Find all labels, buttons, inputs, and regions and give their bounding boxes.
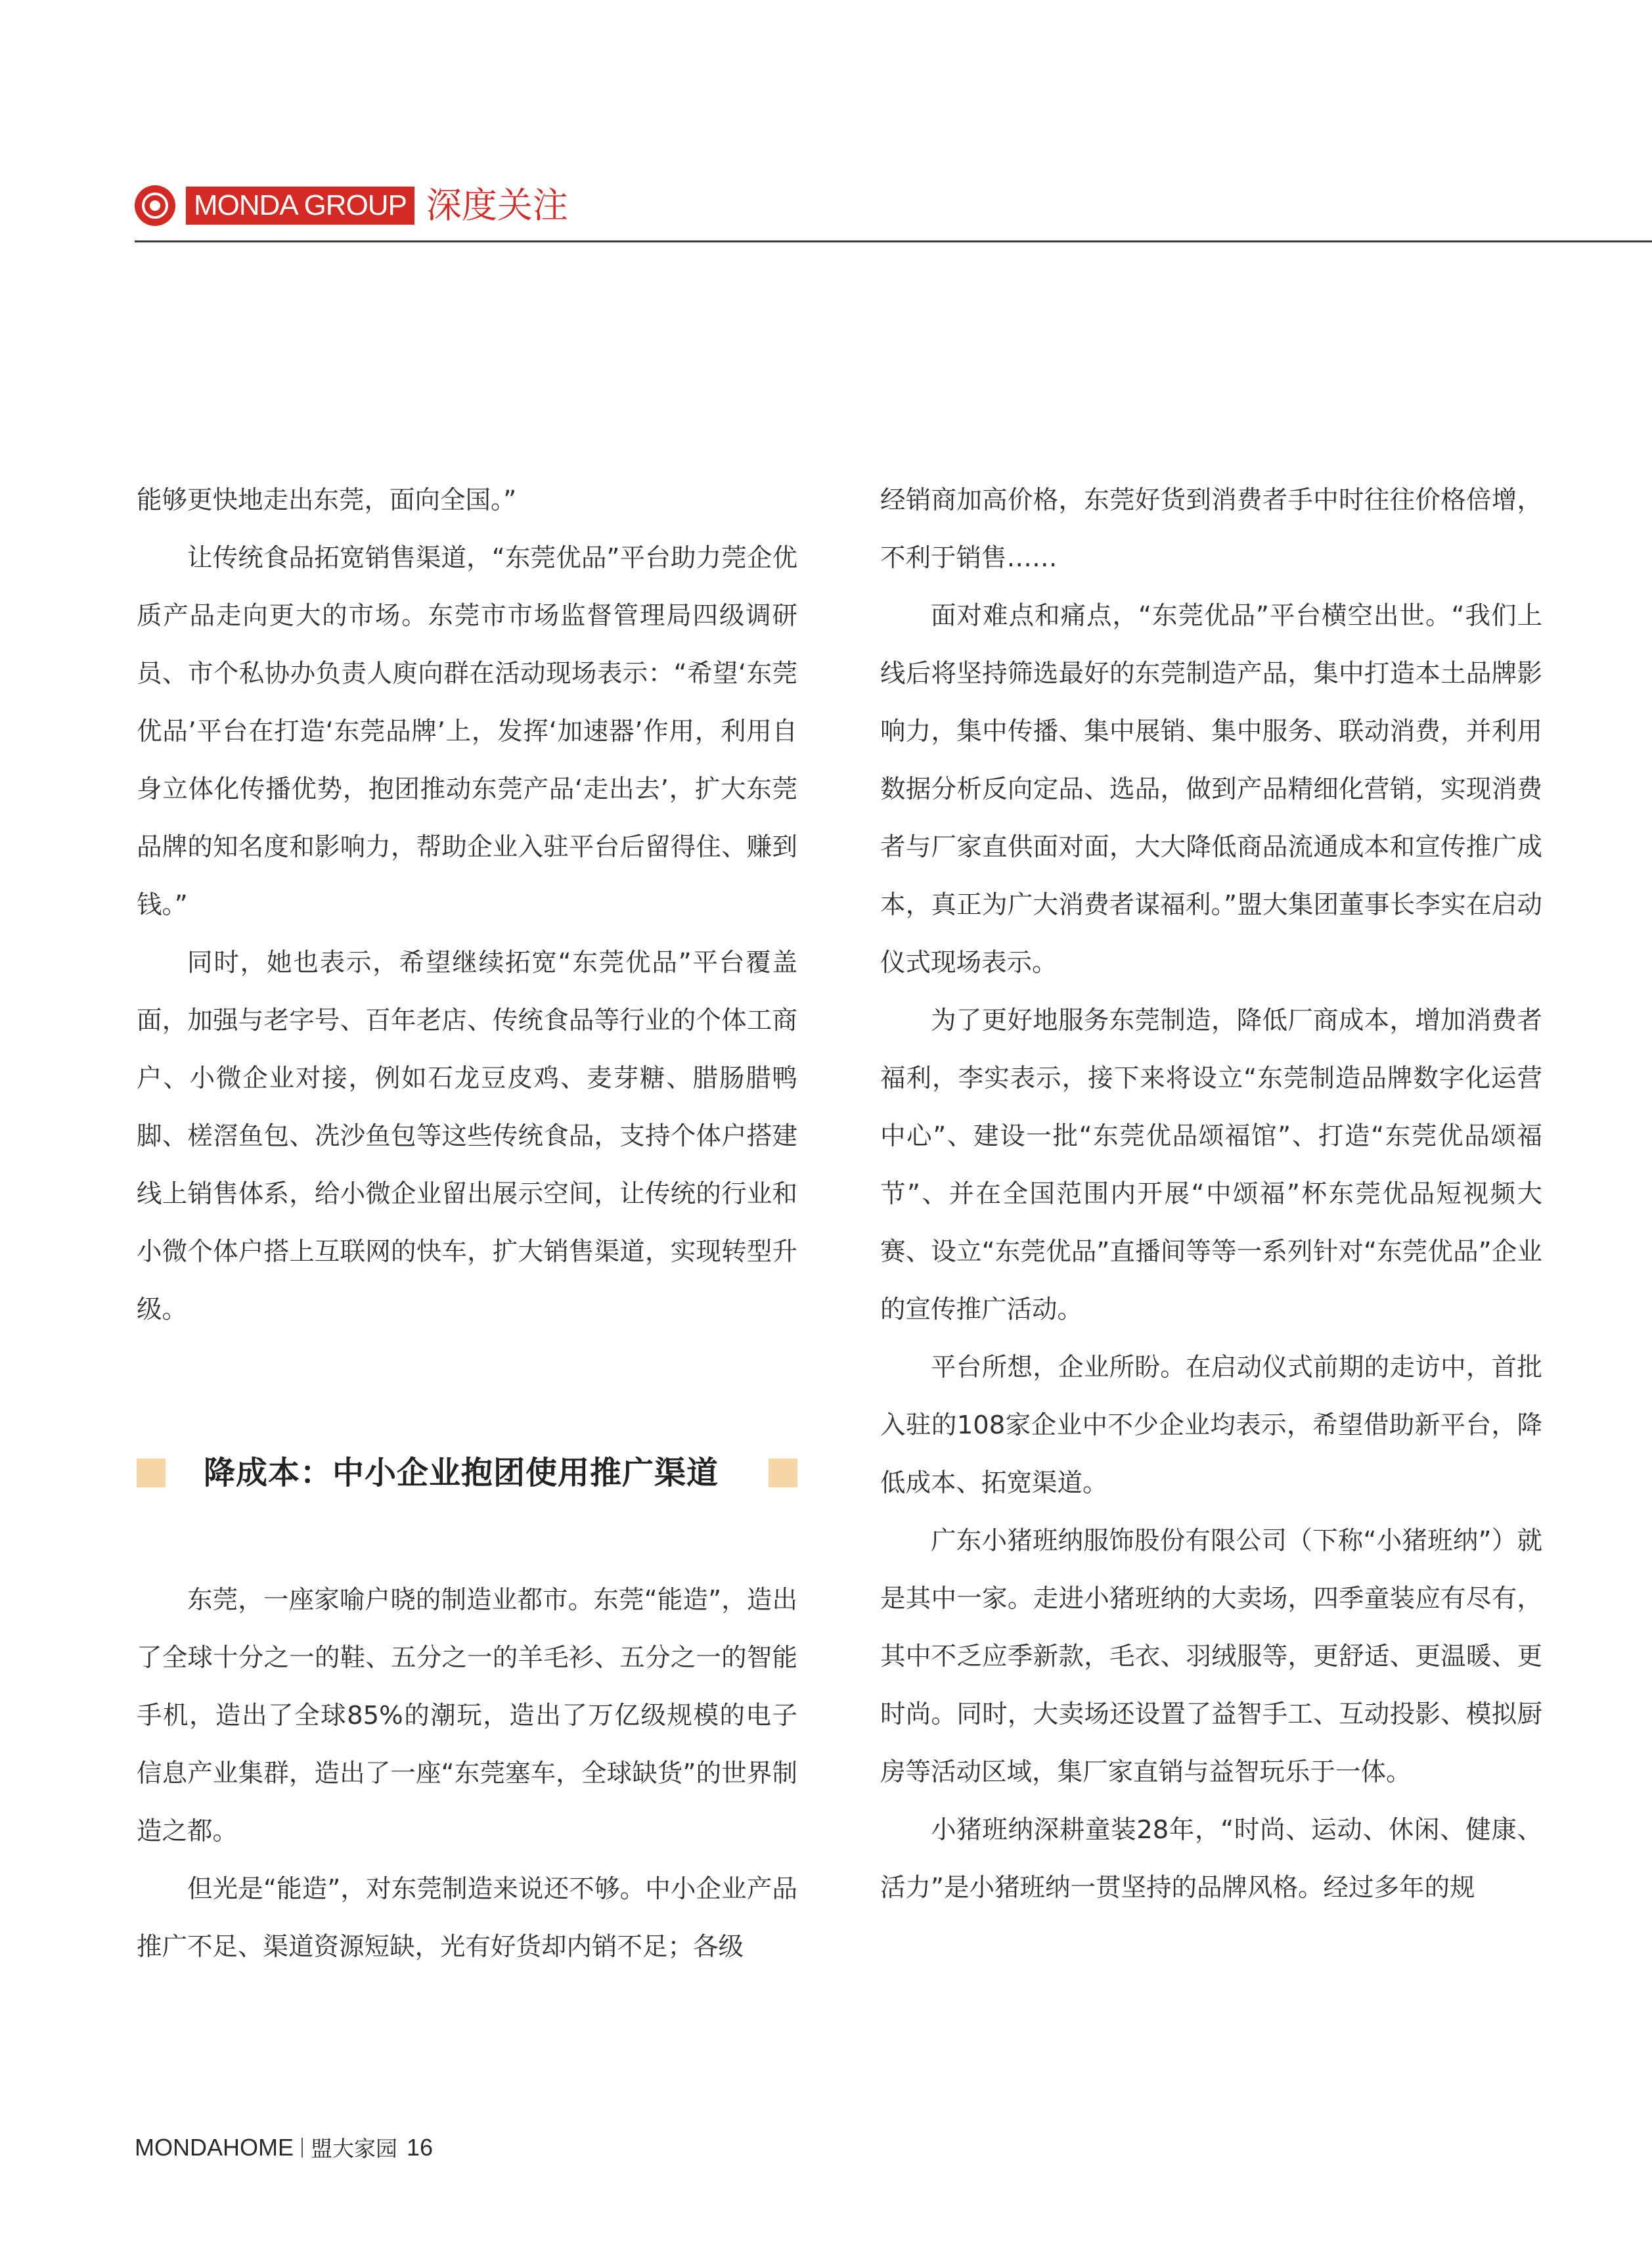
footer-separator	[301, 2138, 303, 2157]
header-divider	[135, 240, 1652, 242]
paragraph: 广东小猪班纳服饰股份有限公司（下称“小猪班纳”）就是其中一家。走进小猪班纳的大卖场，四季童装应有尽有，其中不乏应季新款，毛衣、羽绒服等，更舒适、更温暖、更时尚。同时，大卖场还设置了益智手工、互动投影、模拟厨房等活动区域，集厂家直销与益智玩乐于一体。	[880, 1526, 1542, 1787]
magazine-name: MONDAHOME	[135, 2133, 294, 2161]
page-number: 16	[407, 2133, 434, 2161]
page-footer	[135, 2132, 433, 2163]
right-column	[880, 472, 1542, 1917]
paragraph: 为了更好地服务东莞制造，降低厂商成本，增加消费者福利，李实表示，接下来将设立“东莞制造品牌数字化运营中心”、建设一批“东莞优品颂福馆”、打造“东莞优品颂福节”、并在全国范围内开展“中颂福”杯东莞优品短视频大赛、设立“东莞优品”直播间等等一系列针对“东莞优品”企业的宣传推广活动。	[880, 1006, 1542, 1324]
paragraph: 能够更快地走出东莞，面向全国。”	[137, 485, 517, 515]
monda-logo-icon	[135, 185, 175, 226]
square-bullet-icon	[769, 1458, 797, 1487]
paragraph: 让传统食品拓宽销售渠道，“东莞优品”平台助力莞企优质产品走向更大的市场。东莞市市场监督管理局四级调研员、市个私协办负责人庾向群在活动现场表示：“希望‘东莞优品’平台在打造‘东莞品牌’上，发挥‘加速器’作用，利用自身立体化传播优势，抱团推动东莞产品‘走出去’，扩大东莞品牌的知名度和影响力，帮助企业入驻平台后留得住、赚到钱。”	[137, 543, 797, 920]
paragraph: 面对难点和痛点，“东莞优品”平台横空出世。“我们上线后将坚持筛选最好的东莞制造产品，集中打造本土品牌影响力，集中传播、集中展销、集中服务、联动消费，并利用数据分析反向定品、选品，做到产品精细化营销，实现消费者与厂家直供面对面，大大降低商品流通成本和宣传推广成本，真正为广大消费者谋福利。”盟大集团董事长李实在启动仪式现场表示。	[880, 601, 1542, 978]
paragraph: 东莞，一座家喻户晓的制造业都市。东莞“能造”，造出了全球十分之一的鞋、五分之一的羊毛衫、五分之一的智能手机，造出了全球85%的潮玩，造出了万亿级规模的电子信息产业集群，造出了一座“东莞塞车，全球缺货”的世界制造之都。	[137, 1585, 797, 1846]
subheading-text: 降成本：中小企业抱团使用推广渠道	[204, 1455, 719, 1491]
subheading	[137, 1444, 797, 1502]
paragraph: 小猪班纳深耕童装28年，“时尚、运动、休闲、健康、活力”是小猪班纳一贯坚持的品牌风格。经过多年的规	[880, 1815, 1542, 1903]
paragraph: 平台所想，企业所盼。在启动仪式前期的走访中，首批入驻的108家企业中不少企业均表示，希望借助新平台，降低成本、拓宽渠道。	[880, 1353, 1542, 1498]
paragraph: 经销商加高价格，东莞好货到消费者手中时往往价格倍增，不利于销售……	[880, 485, 1542, 573]
page-header	[135, 183, 568, 229]
paragraph: 同时，她也表示，希望继续拓宽“东莞优品”平台覆盖面，加强与老字号、百年老店、传统食品等行业的个体工商户、小微企业对接，例如石龙豆皮鸡、麦芽糖、腊肠腊鸭脚、槎滘鱼包、冼沙鱼包等这些传统食品，支持个体户搭建线上销售体系，给小微企业留出展示空间，让传统的行业和小微个体户搭上互联网的快车，扩大销售渠道，实现转型升级。	[137, 948, 797, 1324]
magazine-name-cn: 盟大家园	[311, 2136, 397, 2161]
brand-label: MONDA GROUP	[186, 187, 414, 225]
square-bullet-icon	[137, 1458, 166, 1487]
left-column	[137, 472, 797, 1976]
section-title: 深度关注	[426, 185, 568, 226]
paragraph: 但光是“能造”，对东莞制造来说还不够。中小企业产品推广不足、渠道资源短缺，光有好货却内销不足；各级	[137, 1874, 797, 1962]
